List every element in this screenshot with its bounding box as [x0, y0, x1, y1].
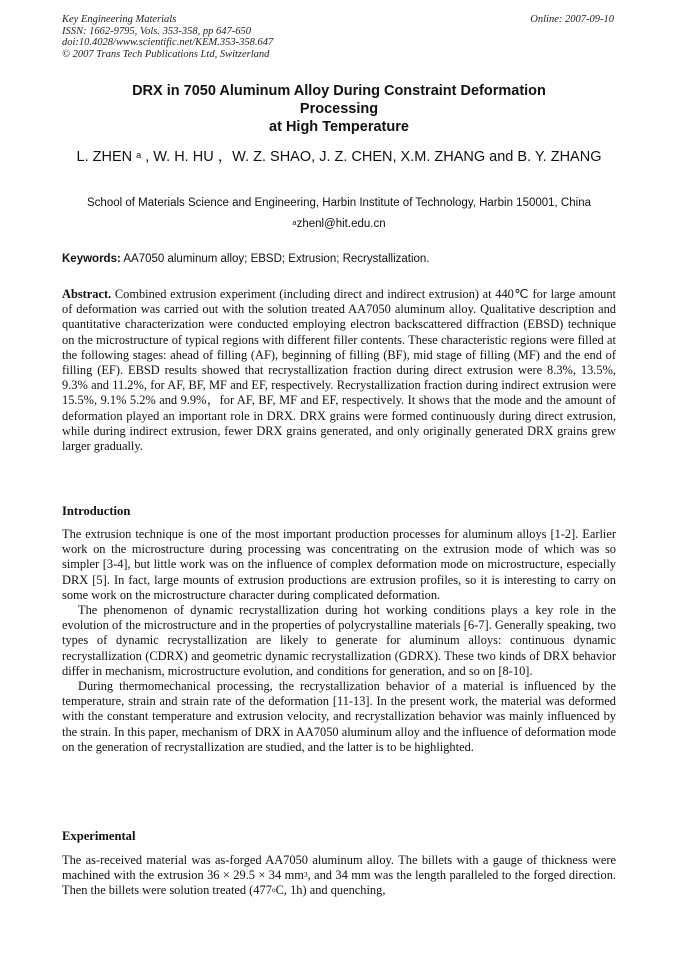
email-affil-mark: a [292, 218, 297, 227]
degree-superscript: o [271, 885, 276, 895]
experimental-text-2: , and 34 mm was the length paralleled to the forged direction. Then the billets were solution treated (477 [62, 868, 616, 898]
author-list [62, 147, 616, 168]
intro-paragraph-3: During thermomechanical processing, the recrystallization behavior of a material is influenced by the temperature, strain and strain rate of the deformation [11-13]. In the present work, the material was deformed with the constant temperature and extrusion velocity, and recrystallization behavior was mainly influenced by the strain. In this paper, mechanism of DRX in AA7050 aluminum alloy and the influence of deformation mode on the generation of recrystallization are studied, and the latter is to be highlighted. [62, 679, 616, 754]
title-line-2: Processing [299, 101, 379, 117]
affiliation: School of Materials Science and Engineering, Harbin Institute of Technology, Harbin 150001, China [87, 197, 591, 209]
email-address: zhenl@hit.edu.cn [296, 218, 386, 230]
issn-line: ISSN: 1662-9795, Vols. 353-358, pp 647-650 [62, 25, 251, 37]
other-authors: , W. H. HU ，W. Z. SHAO, J. Z. CHEN, X.M. ZHANG and B. Y. ZHANG [145, 149, 602, 165]
doi-line: doi:10.4028/www.scientific.net/KEM.353-358.647 [62, 37, 274, 49]
online-date: Online: 2007-09-10 [530, 14, 614, 25]
abstract-text: Combined extrusion experiment (including direct and indirect extrusion) at 440℃ for large amount of deformation was carried out with the solution treated AA7050 aluminum alloy. Qualitative description and quantitative characterization were conducted employing electron backscattered diffraction (EBSD) technique on the microstructure of typical regions with different filler contents. These characteristic regions were filled at the following stages: ahead of filling (AF), beginning of filling (BF), mid stage of filling (MF) and the end of filling (EF). EBSD results showed that recrystallization fraction during direct extrusion were 8.3%, 13.5%, 9.3% and 11.2%, for AF, BF, MF and EF, respectively. Recrystallization fraction during indirect extrusion were 15.5%, 9.1% 5.2% and 9.9%，for AF, BF, MF and EF, respectively. It shows that the mode and the amount of deformation played an important role in DRX. DRX grains were formed continuously during direct extrusion, while during indirect extrusion, fewer DRX grains generated, and only originally generated DRX grains grew larger gradually. [62, 287, 616, 454]
experimental-text-1: The as-received material was as-forged AA7050 aluminum alloy. The billets with a gauge of thickness were machined with the extrusion 36 × 29.5 × 34 mm [62, 853, 616, 883]
experimental-body [62, 853, 616, 899]
journal-name: Key Engineering Materials [62, 14, 177, 25]
experimental-paragraph-1 [62, 853, 616, 899]
abstract-label: Abstract. [62, 287, 112, 301]
paper-title [62, 82, 616, 136]
introduction-body [62, 527, 616, 755]
journal-header [62, 14, 614, 60]
keywords-label: Keywords: [62, 253, 121, 265]
introduction-heading: Introduction [62, 504, 131, 518]
author-email [62, 217, 616, 231]
cubic-superscript: 3 [303, 870, 308, 880]
intro-paragraph-1: The extrusion technique is one of the most important production processes for aluminum alloys [1-2]. Earlier work on the microstructure during processing was concentrating on the extrusion mode of which was so simpler [3-4], but little work was on the influence of complex deformation mode on microstructure, especially DRX [5]. In fact, large mounts of extrusion productions are extrusion profiles, so it is interesting to carry on some work on the microstructure character during complicated deformation. [62, 527, 616, 602]
experimental-text-3: C, 1h) and quenching, [275, 883, 386, 898]
keywords-text: AA7050 aluminum alloy; EBSD; Extrusion; Recrystallization. [120, 253, 430, 265]
title-line-1: DRX in 7050 Aluminum Alloy During Constraint Deformation [132, 83, 546, 99]
first-author-affil-mark: a [136, 150, 142, 160]
abstract [62, 287, 616, 454]
experimental-heading: Experimental [62, 829, 136, 843]
first-author: L. ZHEN [76, 149, 133, 165]
title-line-3: at High Temperature [269, 119, 409, 135]
copyright-line: © 2007 Trans Tech Publications Ltd, Switzerland [62, 48, 270, 60]
intro-paragraph-2: The phenomenon of dynamic recrystallization during hot working conditions plays a key role in the evolution of the microstructure and in the properties of polycrystalline materials [6-7]. Generally speaking, two types of dynamic recrystallization are likely to generate for aluminum alloys: continuous dynamic recrystallization (CDRX) and geometric dynamic recrystallization (GDRX). These two kinds of DRX behavior differ in mechanism, microstructure evolution, and conditions for generation, and so on [8-10]. [62, 603, 616, 678]
keywords [62, 252, 616, 266]
